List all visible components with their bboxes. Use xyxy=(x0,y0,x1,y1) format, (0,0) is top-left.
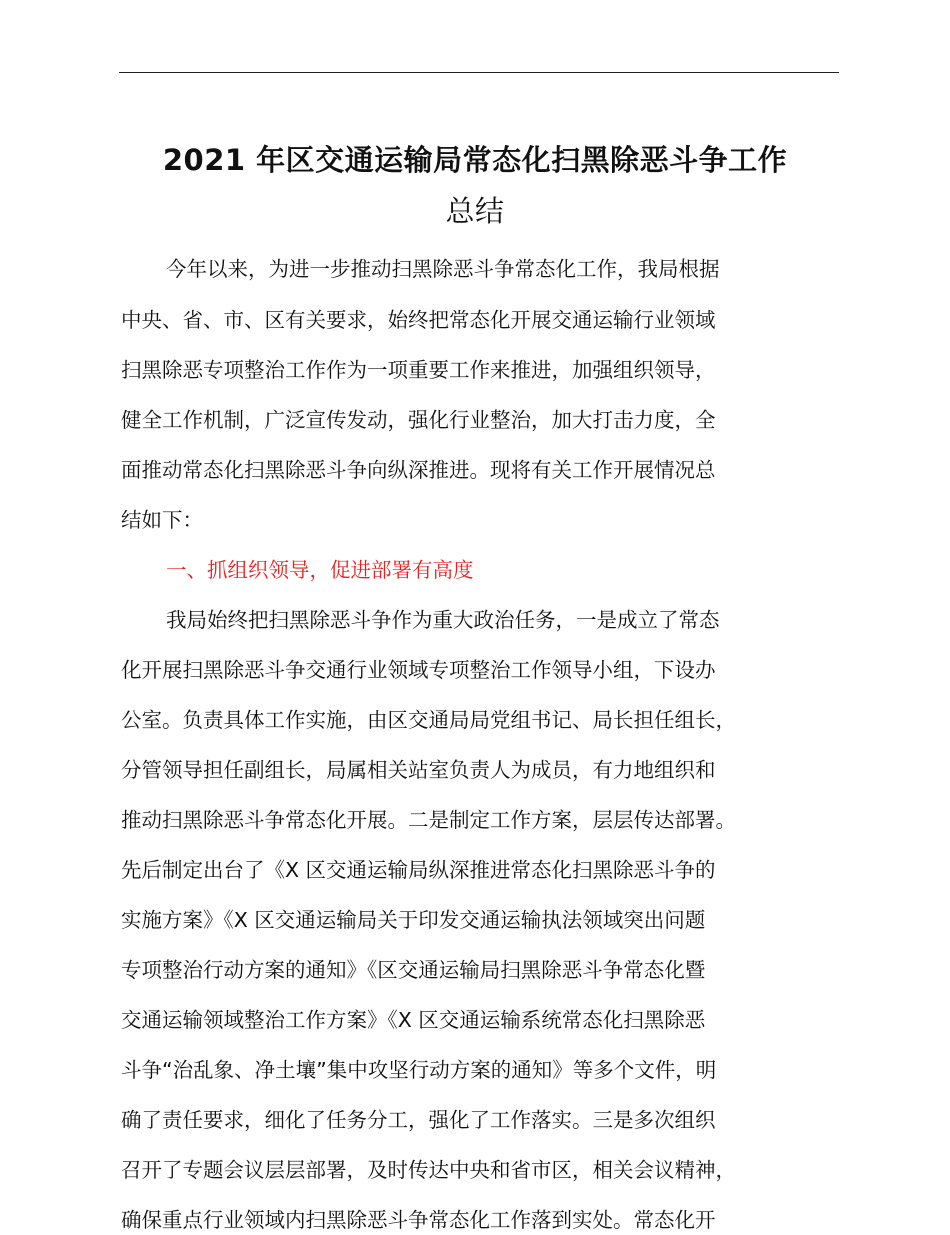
section-1-heading: 一、抓组织领导，促进部署有高度 xyxy=(166,558,474,582)
section-1-line-4: 分管领导担任副组长，局属相关站室负责人为成员，有力地组织和 xyxy=(121,758,716,782)
section-1-line-6: 先后制定出台了《X 区交通运输局纵深推进常态化扫黑除恶斗争的 xyxy=(121,858,716,882)
section-1-line-11: 确了责任要求，细化了任务分工，强化了工作落实。三是多次组织 xyxy=(121,1108,716,1132)
section-1-line-3: 公室。负责具体工作实施，由区交通局局党组书记、局长担任组长， xyxy=(121,708,736,732)
intro-line-3: 扫黑除恶专项整治工作作为一项重要工作来推进，加强组织领导， xyxy=(121,358,716,382)
header-rule xyxy=(119,72,839,73)
intro-line-6: 结如下： xyxy=(121,508,203,532)
intro-line-5: 面推动常态化扫黑除恶斗争向纵深推进。现将有关工作开展情况总 xyxy=(121,458,716,482)
document-title-line-1: 2021 年区交通运输局常态化扫黑除恶斗争工作 xyxy=(162,143,788,177)
document-title-line-2: 总结 xyxy=(445,194,505,228)
intro-line-2: 中央、省、市、区有关要求，始终把常态化开展交通运输行业领域 xyxy=(121,308,716,332)
section-1-line-8: 专项整治行动方案的通知》《区交通运输局扫黑除恶斗争常态化暨 xyxy=(121,958,706,982)
section-1-line-13: 确保重点行业领域内扫黑除恶斗争常态化工作落到实处。常态化开 xyxy=(121,1208,716,1232)
section-1-line-7: 实施方案》《X 区交通运输局关于印发交通运输执法领域突出问题 xyxy=(121,908,706,932)
section-1-line-10: 斗争“治乱象、净土壤”集中攻坚行动方案的通知》等多个文件，明 xyxy=(121,1058,717,1082)
section-1-line-9: 交通运输领域整治工作方案》《X 区交通运输系统常态化扫黑除恶 xyxy=(121,1008,706,1032)
section-1-line-2: 化开展扫黑除恶斗争交通行业领域专项整治工作领导小组，下设办 xyxy=(121,658,716,682)
section-1-line-12: 召开了专题会议层层部署，及时传达中央和省市区，相关会议精神， xyxy=(121,1158,736,1182)
section-1-line-5: 推动扫黑除恶斗争常态化开展。二是制定工作方案，层层传达部署。 xyxy=(121,808,736,832)
intro-line-4: 健全工作机制，广泛宣传发动，强化行业整治，加大打击力度，全 xyxy=(121,408,716,432)
section-1-line-1: 我局始终把扫黑除恶斗争作为重大政治任务，一是成立了常态 xyxy=(166,608,720,632)
intro-line-1: 今年以来，为进一步推动扫黑除恶斗争常态化工作，我局根据 xyxy=(166,257,720,281)
